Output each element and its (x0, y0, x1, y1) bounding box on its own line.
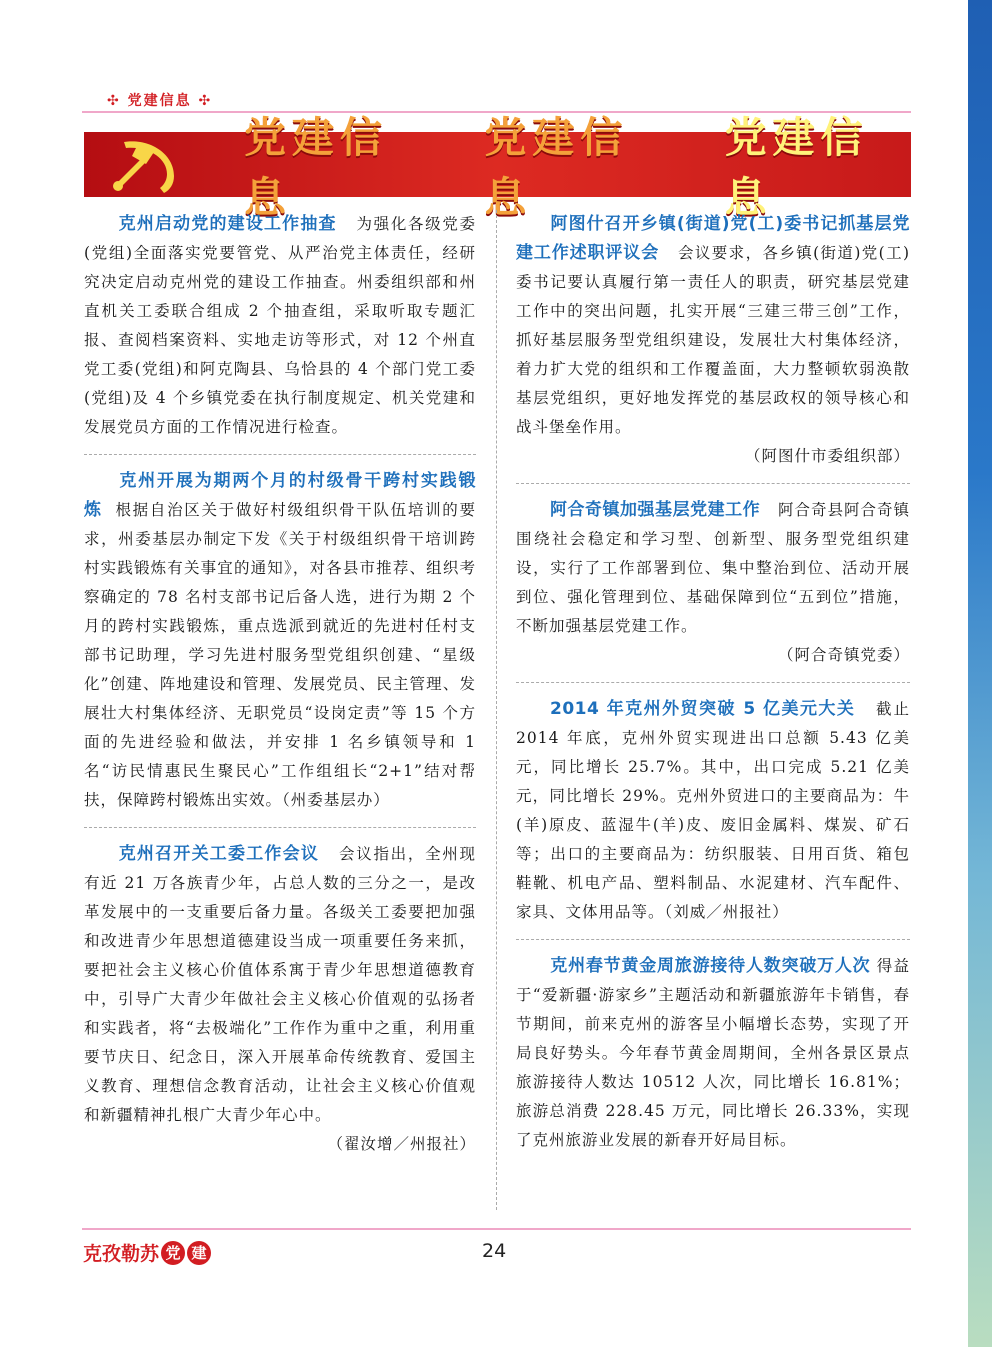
article (516, 484, 910, 682)
article-body: 会议要求，各乡镇(街道)党(工)委书记要认真履行第一责任人的职责，研究基层党建工作中的突出问题，扎实开展“三建三带三创”工作，抓好基层服务型党组织建设，发展壮大村集体经济，着力扩大党的组织和工作覆盖面，大力整顿软弱涣散基层党组织，更好地发挥党的基层政权的领导核心和战斗堡垒作用。 (516, 244, 910, 436)
article (84, 455, 476, 827)
article-body: 截止 2014 年底，克州外贸实现进出口总额 5.43 亿美元，同比增长 25.7%。其中，出口完成 5.21 亿美元，同比增长 29%。克州外贸进口的主要商品为：牛(羊)原皮、蓝湿牛(羊)皮、废旧金属料、煤炭、矿石等；出口的主要商品为：纺织服装、日用百货、箱包鞋靴、机电产品、塑料制品、水泥建材、汽车配件、家具、文体用品等。 (516, 700, 910, 921)
party-emblem-icon (104, 136, 184, 194)
banner-title-3: 党建信息 (724, 112, 869, 222)
article-source: （阿合奇镇党委） (777, 646, 910, 664)
article-title: 克州春节黄金周旅游接待人数突破万人次 (550, 956, 871, 976)
article-title: 克州开展为期两个月的村级骨干跨村实践锻炼 (84, 471, 476, 520)
article-title: 克州召开关工委工作会议 (118, 844, 320, 864)
banner (84, 112, 911, 222)
article (516, 940, 910, 1155)
section-tag: ✣ 党建信息 ✣ (107, 93, 213, 109)
article-title: 阿图什召开乡镇(街道)党(工)委书记抓基层党建工作述职评议会 (516, 214, 910, 263)
right-column (516, 210, 910, 1155)
article-source: （刘威／州报社） (664, 903, 789, 921)
footer-logo (83, 1239, 211, 1266)
article-body: 会议指出，全州现有近 21 万各族青少年，占总人数的三分之一，是改革发展中的一支重要后备力量。各级关工委要把加强和改进青少年思想道德建设当成一项重要任务来抓，要把社会主义核心价值体系寓于青少年思想道德教育中，引导广大青少年做社会主义核心价值观的弘扬者和实践者，将“去极端化”工作作为重中之重，利用重要节庆日、纪念日，深入开展革命传统教育、爱国主义教育、理想信念教育活动，让社会主义核心价值观和新疆精神扎根广大青少年心中。 (84, 845, 477, 1124)
article-title: 阿合奇镇加强基层党建工作 (550, 500, 761, 520)
article-source: （阿图什市委组织部） (744, 447, 910, 465)
article (84, 828, 476, 1159)
footer-logo-badge: 党 (161, 1241, 185, 1265)
column-divider (496, 210, 497, 1210)
footer-divider (82, 1228, 911, 1230)
footer-logo-badge: 建 (187, 1241, 211, 1265)
footer-logo-text: 克孜勒苏 (83, 1243, 160, 1265)
article (516, 210, 910, 483)
article-source: （州委基层办） (282, 791, 390, 809)
article-title: 克州启动党的建设工作抽查 (118, 214, 337, 234)
article-source: （翟汝增／州报社） (327, 1135, 476, 1153)
article-body: 得益于“爱新疆·游家乡”主题活动和新疆旅游年卡销售，春节期间，前来克州的游客呈小幅增长态势，实现了开局良好势头。今年春节黄金周期间，全州各景区景点旅游接待人数达 10512 人次，同比增长 16.81%；旅游总消费 228.45 万元，同比增长 26.33%，实现了克州旅游业发展的新春开好局目标。 (516, 957, 910, 1149)
left-column (84, 210, 476, 1159)
article-body: 根据自治区关于做好村级组织骨干队伍培训的要求，州委基层办制定下发《关于村级组织骨干培训跨村实践锻炼有关事宜的通知》，对各县市推荐、组织考察确定的 78 名村支部书记后备人选，进行为期 2 个月的跨村实践锻炼，重点选派到就近的先进村任村支部书记助理，学习先进村服务型党组织创建、“星级化”创建、阵地建设和管理、发展党员、民主管理、发展壮大村集体经济、无职党员“设岗定责”等 15 个方面的先进经验和做法，并安排 1 名乡镇领导和 1 名“访民情惠民生聚民心”工作组组长“2+1”结对帮扶，保障跨村锻炼出实效。 (84, 501, 476, 809)
page-number: 24 (482, 1240, 507, 1262)
article (84, 210, 476, 454)
article (516, 683, 910, 939)
article-title: 2014 年克州外贸突破 5 亿美元大关 (550, 699, 856, 719)
banner-title-2: 党建信息 (484, 112, 629, 222)
side-color-bar (968, 0, 992, 1347)
article-body: 为强化各级党委(党组)全面落实党要管党、从严治党主体责任，经研究决定启动克州党的建设工作抽查。州委组织部和州直机关工委联合组成 2 个抽查组，采取听取专题汇报、查阅档案资料、实地走访等形式，对 12 个州直党工委(党组)和阿克陶县、乌恰县的 4 个部门党工委(党组)及 4 个乡镇党委在执行制度规定、机关党建和发展党员方面的工作情况进行检查。 (84, 215, 477, 436)
banner-title-1: 党建信息 (244, 112, 389, 222)
article-body: 阿合奇县阿合奇镇围绕社会稳定和学习型、创新型、服务型党组织建设，实行了工作部署到位、集中整治到位、活动开展到位、强化管理到位、基础保障到位“五到位”措施，不断加强基层党建工作。 (516, 501, 911, 635)
